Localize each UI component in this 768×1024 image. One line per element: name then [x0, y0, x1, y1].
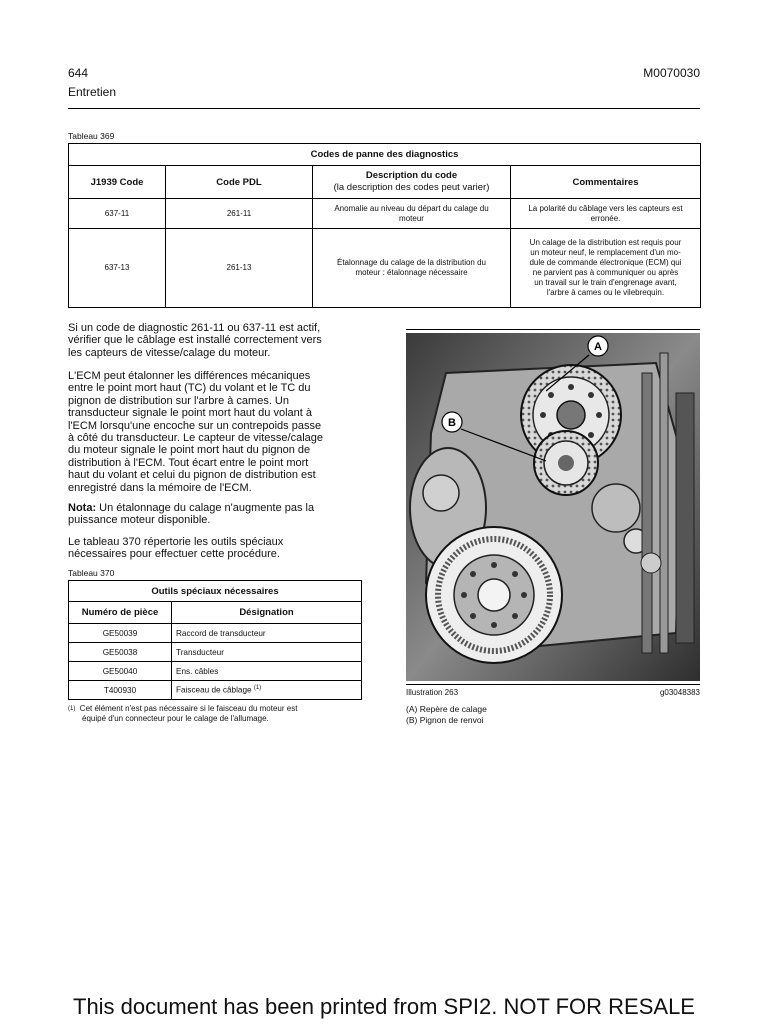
- table-title: Codes de panne des diagnostics: [69, 144, 701, 166]
- illustration-code: g03048383: [659, 688, 700, 697]
- callout-b-label: B: [448, 417, 456, 429]
- comment-cell: Un calage de la distribution est requis pour un moteur neuf, le remplacement d'un mo- dule de commande électronique (ECM) qui ne parvient pas à communiquer ou après un travail sur le train d'engrenage avant, l'arbre à cames ou le vilebrequin.: [511, 229, 701, 308]
- column-header: Commentaires: [511, 166, 701, 199]
- designation-cell: Transducteur: [172, 643, 362, 662]
- part-number-cell: T400930: [69, 681, 172, 700]
- j1939-code-cell: 637-13: [69, 229, 166, 308]
- note-paragraph: Nota: Un étalonnage du calage n'augmente pas la puissance moteur disponible.: [68, 502, 315, 527]
- diagnostic-codes-table: [68, 143, 701, 308]
- designation-cell: Raccord de transducteur: [172, 624, 362, 643]
- header-rule: [68, 108, 700, 109]
- pdl-code-cell: 261-13: [166, 229, 313, 308]
- table-370-caption: Tableau 370: [68, 568, 115, 578]
- illustration-top-rule: [406, 329, 700, 330]
- part-number-cell: GE50038: [69, 643, 172, 662]
- paragraph-ecm-calibration: L'ECM peut étalonner les différences mécaniques entre le point mort haut (TC) du volant et le TC du pignon de distribution sur l'arbre à cames. Un transducteur signale le point mort haut du volant à l'ECM lorsqu'une encoche sur un contrepoids passe à côté du transducteur. Le capteur de vitesse/calage du moteur signale le point mort haut du pignon de distribution à l'ECM. Tout écart entre le point mort haut du volant et celui du pignon de distribution est enregistré dans la mémoire de l'ECM.: [68, 370, 323, 494]
- part-number-cell: GE50040: [69, 662, 172, 681]
- illustration-bottom-rule: [406, 684, 700, 685]
- column-header: Code PDL: [166, 166, 313, 199]
- column-header: Description du code (la description des codes peut varier): [313, 166, 511, 199]
- paragraph-tools-reference: Le tableau 370 répertorie les outils spéciaux nécessaires pour effectuer cette procédure.: [68, 536, 284, 561]
- column-header: J1939 Code: [69, 166, 166, 199]
- note-label: Nota:: [68, 502, 97, 514]
- footnote-ref: (1): [253, 685, 262, 692]
- description-cell: Étalonnage du calage de la distribution du moteur : étalonnage nécessaire: [313, 229, 511, 308]
- table-footnote: $^{(1)}$ Cet élément n'est pas nécessaire si le faisceau du moteur est équipé d'un connecteur pour le calage de l'allumage.: [68, 704, 298, 723]
- table-title: Outils spéciaux nécessaires: [69, 581, 362, 602]
- table-369-caption: Tableau 369: [68, 131, 115, 141]
- resale-notice: This document has been printed from SPI2. NOT FOR RESALE: [73, 994, 695, 1019]
- special-tools-table: [68, 580, 362, 700]
- designation-cell: Ens. câbles: [172, 662, 362, 681]
- comment-cell: La polarité du câblage vers les capteurs est erronée.: [511, 199, 701, 229]
- illustration-label: Illustration 263: [406, 688, 459, 697]
- j1939-code-cell: 637-11: [69, 199, 166, 229]
- illustration-legend: (A) Repère de calage (B) Pignon de renvoi: [406, 704, 487, 725]
- paragraph-diagnostic-code: Si un code de diagnostic 261-11 ou 637-11 est actif, vérifier que le câblage est installé correctement vers les capteurs de vitesse/calage du moteur.: [68, 322, 322, 359]
- document-code: M0070030: [643, 66, 700, 80]
- section-title: Entretien: [68, 85, 117, 99]
- description-cell: Anomalie au niveau du départ du calage du moteur: [313, 199, 511, 229]
- table-row: [69, 229, 701, 308]
- engine-illustration: [406, 333, 700, 681]
- page-number: 644: [68, 66, 89, 80]
- table-row: [69, 643, 362, 662]
- table-row: [69, 662, 362, 681]
- table-row: [69, 199, 701, 229]
- column-header: Numéro de pièce: [69, 602, 172, 624]
- pdl-code-cell: 261-11: [166, 199, 313, 229]
- part-number-cell: GE50039: [69, 624, 172, 643]
- column-header: Désignation: [172, 602, 362, 624]
- table-row: [69, 624, 362, 643]
- table-row: [69, 681, 362, 700]
- designation-cell: Faisceau de câblage $^{(1)}$: [172, 681, 362, 700]
- callout-a-label: A: [594, 341, 602, 353]
